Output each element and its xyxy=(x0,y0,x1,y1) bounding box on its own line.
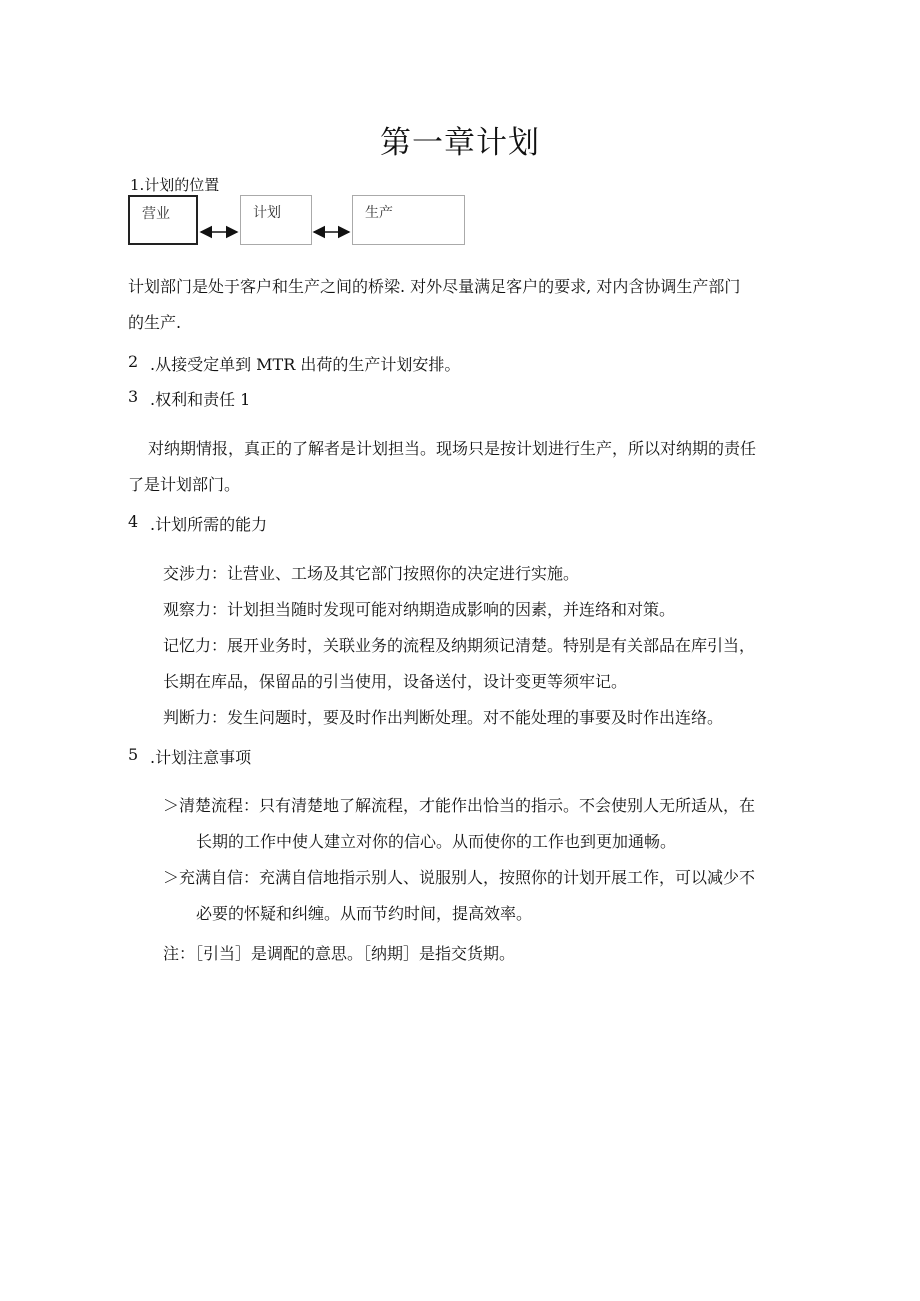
ability-judgement: 判断力：发生问题时，要及时作出判断处理。对不能处理的事要及时作出连络。 xyxy=(163,708,724,727)
ability-observation: 观察力：计划担当随时发现可能对纳期造成影响的因素，并连络和对策。 xyxy=(163,600,676,619)
section-3-number: 3 xyxy=(128,387,139,406)
ability-memory-line2: 长期在库品，保留品的引当使用，设备送付，设计变更等须牢记。 xyxy=(163,672,628,691)
section-1-paragraph-line2: 的生产. xyxy=(128,313,182,332)
diagram-arrows xyxy=(0,0,920,300)
diagram-box-production: 生产 xyxy=(352,195,465,245)
section-2-number: 2 xyxy=(128,352,139,371)
section-5-number: 5 xyxy=(128,745,139,764)
ability-negotiation: 交涉力：让营业、工场及其它部门按照你的决定进行实施。 xyxy=(163,564,580,583)
diagram-box-plan: 计划 xyxy=(240,195,312,245)
section-3-paragraph-line2: 了是计划部门。 xyxy=(128,475,241,494)
section-5-text: .计划注意事项 xyxy=(150,748,252,767)
section-2-text: .从接受定单到 MTR 出荷的生产计划安排。 xyxy=(150,355,461,374)
note-clear-process-line1: ＞清楚流程：只有清楚地了解流程，才能作出恰当的指示。不会使别人无所适从，在 xyxy=(163,796,756,815)
section-1-paragraph-line1: 计划部门是处于客户和生产之间的桥梁. 对外尽量满足客户的要求, 对内含协调生产部门 xyxy=(128,277,741,296)
ability-memory-line1: 记忆力：展开业务时，关联业务的流程及纳期须记清楚。特别是有关部品在库引当， xyxy=(163,636,756,655)
glossary-note: 注：［引当］是调配的意思。［纳期］是指交货期。 xyxy=(163,944,516,963)
section-4-text: .计划所需的能力 xyxy=(150,515,268,534)
section-1-heading: 1.计划的位置 xyxy=(130,176,220,194)
page-title: 第一章计划 xyxy=(380,125,540,161)
section-4-number: 4 xyxy=(128,512,139,531)
note-confidence-line2: 必要的怀疑和纠缠。从而节约时间，提高效率。 xyxy=(196,904,533,923)
section-3-text: .权利和责任 1 xyxy=(150,390,251,409)
section-3-paragraph-line1: 对纳期情报，真正的了解者是计划担当。现场只是按计划进行生产，所以对纳期的责任 xyxy=(148,439,757,458)
note-clear-process-line2: 长期的工作中使人建立对你的信心。从而使你的工作也到更加通畅。 xyxy=(196,832,677,851)
diagram-box-sales: 营业 xyxy=(128,195,198,245)
note-confidence-line1: ＞充满自信：充满自信地指示别人、说服别人，按照你的计划开展工作，可以减少不 xyxy=(163,868,756,887)
